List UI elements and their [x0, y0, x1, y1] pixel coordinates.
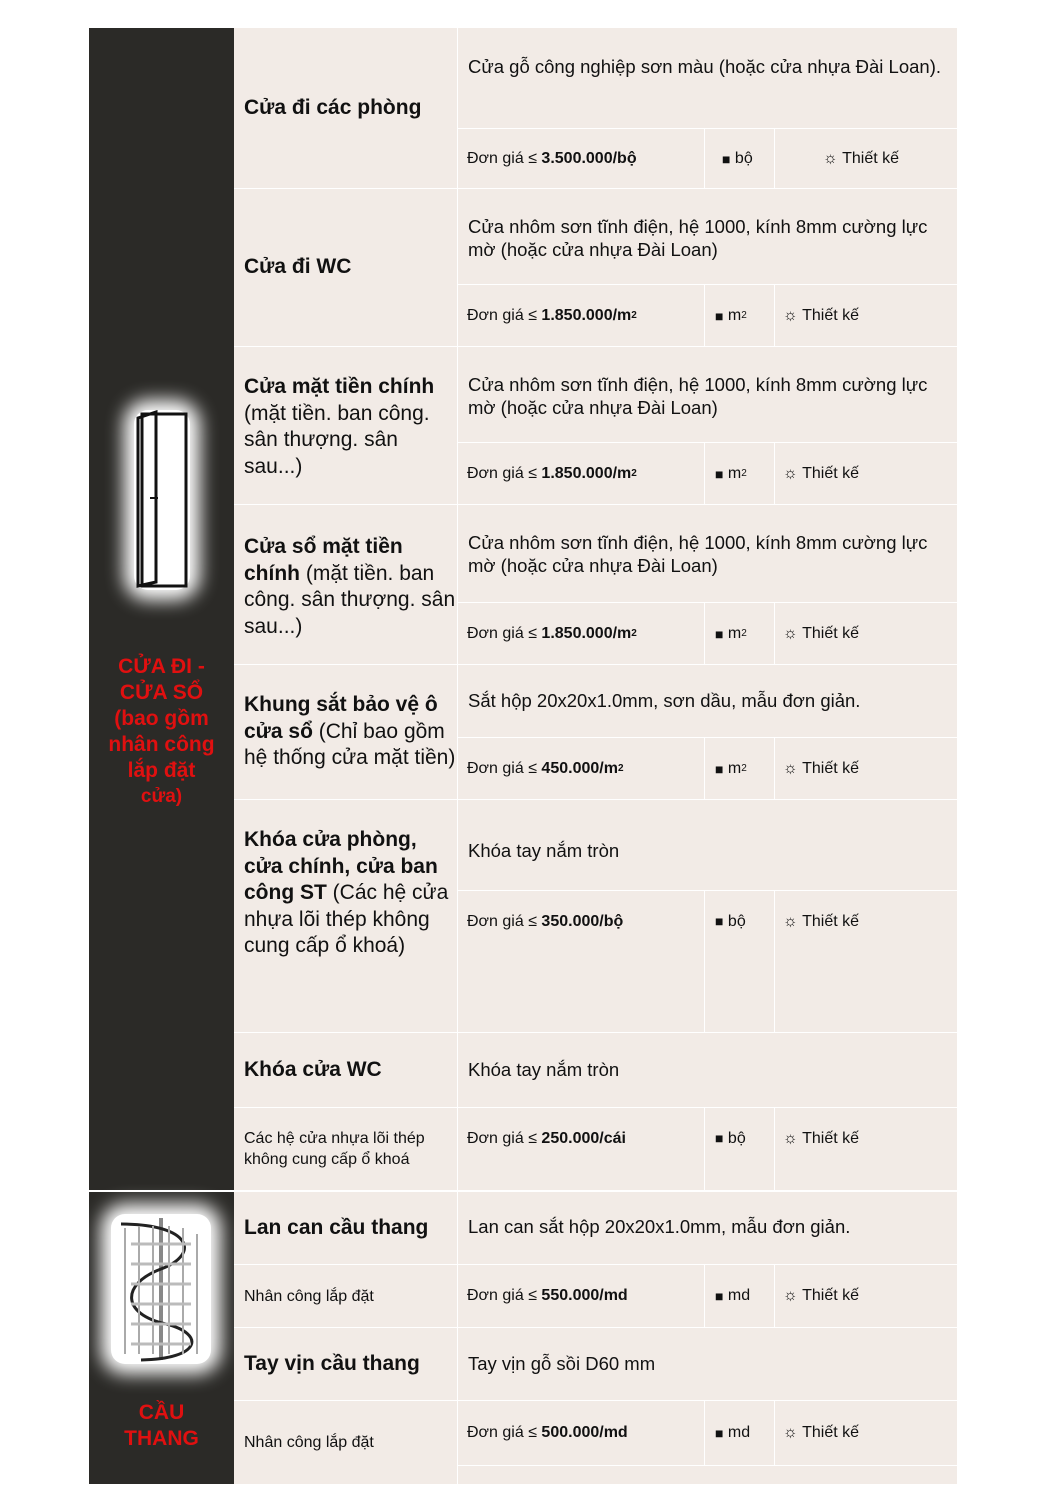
door-icon — [134, 410, 190, 590]
row-2-desc: Cửa nhôm sơn tĩnh điện, hệ 1000, kính 8mm cường lực mờ (hoặc cửa nhựa Đài Loan) — [458, 347, 957, 442]
section-stairs-sidebar — [89, 1192, 234, 1484]
row-3-price: Đơn giá ≤ 1.850.000/m 2 — [458, 603, 704, 664]
row-5-desc: Khóa tay nắm tròn — [458, 800, 957, 890]
row-4-name: Khung sắt bảo vệ ô cửa sổ (Chỉ bao gồm hệ thống cửa mặt tiền) — [234, 665, 457, 799]
row-7-subname: Nhân công lắp đặt — [234, 1265, 457, 1327]
row-6-name: Khóa cửa WC — [234, 1033, 457, 1107]
row-8-design: ☼ Thiết kế — [775, 1401, 957, 1465]
row-4-desc: Sắt hộp 20x20x1.0mm, sơn dầu, mẫu đơn giản. — [458, 665, 957, 737]
row-4-unit: ■ m 2 — [705, 738, 774, 799]
row-2-design: ☼ Thiết kế — [775, 443, 957, 504]
row-6-unit: ■ bộ — [705, 1108, 774, 1190]
row-3-name: Cửa sổ mặt tiền chính (mặt tiền. ban công. sân thượng. sân sau...) — [234, 505, 457, 664]
row-6-design: ☼ Thiết kế — [775, 1108, 957, 1190]
row-0-name: Cửa đi các phòng — [234, 28, 457, 188]
row-8-unit: ■ md — [705, 1401, 774, 1465]
row-3-design: ☼ Thiết kế — [775, 603, 957, 664]
row-0-design: ☼ Thiết kế — [775, 129, 957, 188]
row-3-unit: ■ m 2 — [705, 603, 774, 664]
row-5-design: ☼ Thiết kế — [775, 891, 957, 1032]
row-7-price: Đơn giá ≤ 550.000/md — [458, 1265, 704, 1327]
row-5-name: Khóa cửa phòng, cửa chính, cửa ban công ST (Các hệ cửa nhựa lõi thép không cung cấp ổ khoá) — [234, 800, 457, 1032]
row-0-desc: Cửa gỗ công nghiệp sơn màu (hoặc cửa nhựa Đài Loan). — [458, 28, 957, 128]
row-8-desc: Tay vịn gỗ sồi D60 mm — [458, 1328, 957, 1400]
row-6-price: Đơn giá ≤ 250.000/cái — [458, 1108, 704, 1190]
row-8-footer-strip — [458, 1466, 957, 1484]
row-1-desc: Cửa nhôm sơn tĩnh điện, hệ 1000, kính 8mm cường lực mờ (hoặc cửa nhựa Đài Loan) — [458, 189, 957, 284]
row-5-unit: ■ bộ — [705, 891, 774, 1032]
row-2-price: Đơn giá ≤ 1.850.000/m 2 — [458, 443, 704, 504]
row-4-price: Đơn giá ≤ 450.000/m 2 — [458, 738, 704, 799]
row-3-desc: Cửa nhôm sơn tĩnh điện, hệ 1000, kính 8mm cường lực mờ (hoặc cửa nhựa Đài Loan) — [458, 505, 957, 602]
row-0-unit: ■ bộ — [705, 129, 774, 188]
spiral-stair-icon — [111, 1214, 211, 1364]
section-doors-title: CỬA ĐI - CỬA SỔ (bao gồm nhân công lắp đặt cửa) — [108, 655, 215, 807]
row-7-name: Lan can cầu thang — [234, 1192, 457, 1264]
row-1-name: Cửa đi WC — [234, 189, 457, 346]
row-6-subname: Các hệ cửa nhựa lõi thép không cung cấp ổ khoá — [234, 1108, 457, 1190]
row-7-unit: ■ md — [705, 1265, 774, 1327]
row-7-desc: Lan can sắt hộp 20x20x1.0mm, mẫu đơn giản. — [458, 1192, 957, 1264]
row-2-unit: ■ m 2 — [705, 443, 774, 504]
row-1-price: Đơn giá ≤ 1.850.000/m 2 — [458, 285, 704, 346]
row-8-price: Đơn giá ≤ 500.000/md — [458, 1401, 704, 1465]
section-doors-sidebar — [89, 28, 234, 1190]
row-1-unit: ■ m 2 — [705, 285, 774, 346]
section-stairs-title: CẦU THANG — [124, 1401, 199, 1450]
row-6-desc: Khóa tay nắm tròn — [458, 1033, 957, 1107]
row-1-design: ☼ Thiết kế — [775, 285, 957, 346]
row-2-name: Cửa mặt tiền chính (mặt tiền. ban công. sân thượng. sân sau...) — [234, 347, 457, 504]
row-8-name: Tay vịn cầu thang — [234, 1328, 457, 1400]
row-4-design: ☼ Thiết kế — [775, 738, 957, 799]
row-5-price: Đơn giá ≤ 350.000/bộ — [458, 891, 704, 1032]
row-0-price: Đơn giá ≤ 3.500.000/bộ — [458, 129, 704, 188]
row-8-subname: Nhân công lắp đặt — [234, 1401, 457, 1484]
row-7-design: ☼ Thiết kế — [775, 1265, 957, 1327]
